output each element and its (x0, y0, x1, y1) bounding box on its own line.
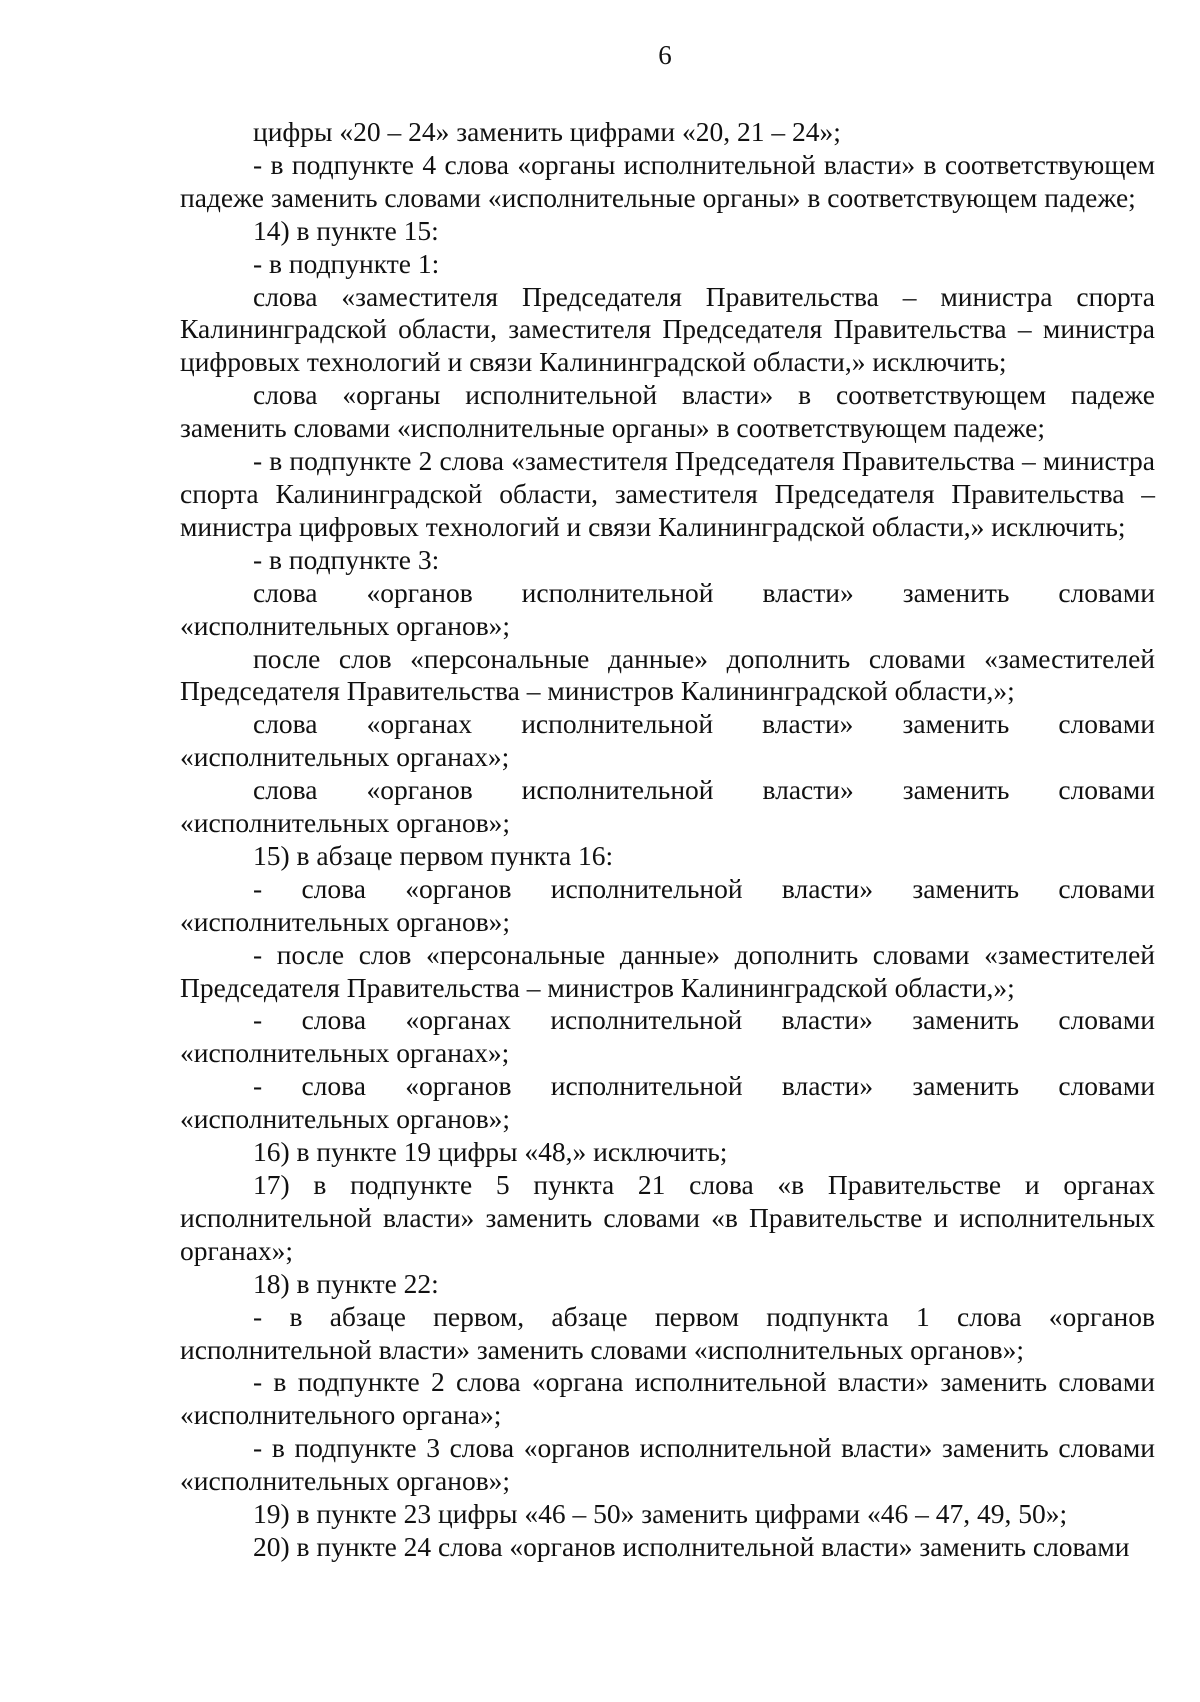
page-number: 6 (658, 40, 672, 70)
paragraph: - в подпункте 2 слова «органа исполнительной власти» заменить словами «исполнительного органа»; (180, 1366, 1155, 1431)
paragraph: 15) в абзаце первом пункта 16: (253, 839, 614, 871)
paragraph: - в подпункте 1: (253, 247, 440, 279)
paragraph: - слова «органов исполнительной власти» заменить словами «исполнительных органов»; (180, 872, 1155, 937)
paragraph: - в абзаце первом, абзаце первом подпункта 1 слова «органов исполнительной власти» заменить словами «исполнительных органов»; (180, 1300, 1155, 1365)
paragraph: - в подпункте 2 слова «заместителя Председателя Правительства – министра спорта Калининградской области, заместителя Председателя Правительства – министра цифровых технологий и связи Калининградской области,» исключить; (180, 445, 1155, 542)
paragraph: - в подпункте 3 слова «органов исполнительной власти» заменить словами «исполнительных органов»; (180, 1432, 1155, 1497)
paragraph: - слова «органах исполнительной власти» заменить словами «исполнительных органах»; (180, 1004, 1155, 1069)
paragraph: - в подпункте 4 слова «органы исполнительной власти» в соответствующем падеже заменить словами «исполнительные органы» в соответствующем падеже; (180, 148, 1155, 213)
paragraph: слова «органы исполнительной власти» в соответствующем падеже заменить словами «исполнительные органы» в соответствующем падеже; (180, 379, 1155, 444)
paragraph: слова «органах исполнительной власти» заменить словами «исполнительных органах»; (180, 708, 1155, 773)
paragraph: 14) в пункте 15: (253, 214, 439, 246)
paragraph: слова «органов исполнительной власти» заменить словами «исполнительных органов»; (180, 774, 1155, 839)
paragraph: слова «органов исполнительной власти» заменить словами «исполнительных органов»; (180, 576, 1155, 641)
document-body (180, 116, 1155, 1564)
paragraph: 20) в пункте 24 слова «органов исполнительной власти» заменить словами (253, 1530, 1130, 1562)
paragraph: - после слов «персональные данные» дополнить словами «заместителей Председателя Правительства – министров Калининградской области,»; (180, 938, 1155, 1003)
paragraph: слова «заместителя Председателя Правительства – министра спорта Калининградской области, заместителя Председателя Правительства – министра цифровых технологий и связи Калининградской области,» исключить; (180, 280, 1155, 378)
paragraph: 18) в пункте 22: (253, 1267, 439, 1299)
paragraph: после слов «персональные данные» дополнить словами «заместителей Председателя Правительства – министров Калининградской области,»; (180, 642, 1155, 707)
paragraph: 19) в пункте 23 цифры «46 – 50» заменить цифрами «46 – 47, 49, 50»; (253, 1498, 1068, 1530)
paragraph: цифры «20 – 24» заменить цифрами «20, 21 – 24»; (253, 116, 841, 147)
paragraph: - в подпункте 3: (253, 543, 440, 575)
paragraph: 17) в подпункте 5 пункта 21 слова «в Правительстве и органах исполнительной власти» заменить словами «в Правительстве и исполнительных органах»; (180, 1169, 1155, 1266)
paragraph: - слова «органов исполнительной власти» заменить словами «исполнительных органов»; (180, 1070, 1155, 1135)
paragraph: 16) в пункте 19 цифры «48,» исключить; (253, 1136, 728, 1168)
